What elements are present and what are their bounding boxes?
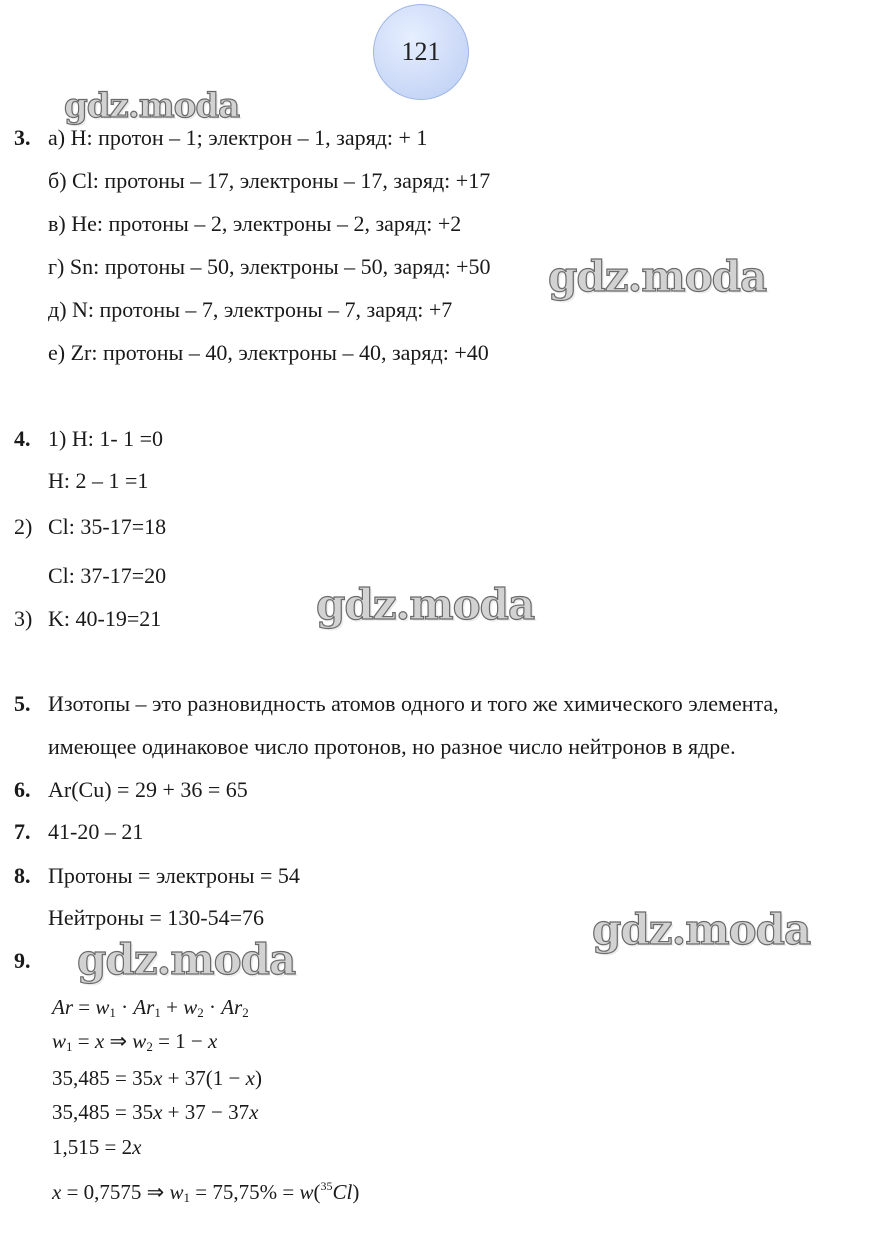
q3-line-c: в) He: протоны – 2, электроны – 2, заряд: +2	[48, 211, 462, 236]
question-number-9: 9.	[14, 948, 31, 973]
watermark: gdz.moda	[316, 580, 535, 629]
watermark: gdz.moda	[592, 905, 811, 954]
q3-line-e: д) N: протоны – 7, электроны – 7, заряд: +7	[48, 297, 453, 322]
q4-line-3: Cl: 35-17=18	[48, 514, 167, 539]
watermark: gdz.moda	[64, 86, 240, 126]
page-number-badge	[373, 4, 469, 100]
q9-formula-3: 35,485 = 35x + 37(1 − x)	[52, 1066, 262, 1090]
q9-formula-6: x = 0,7575 ⇒ $w_1 = 75,75\% = w(^{35}Cl)$	[52, 1179, 360, 1205]
q9-formula-1: $Ar = w_1 \cdot Ar_1 + w_2 \cdot Ar_2$	[52, 995, 249, 1020]
question-number-8: 8.	[14, 863, 31, 888]
question-number-7: 7.	[14, 819, 31, 844]
q4-subnumber-3: 3)	[14, 606, 33, 631]
q9-formula-2: $w_1 = x$ ⇒ $w_2 = 1 - x$	[52, 1029, 218, 1054]
q8-line-2: Нейтроны = 130-54=76	[48, 905, 265, 930]
q5-line-2: имеющее одинаковое число протонов, но разное число нейтронов в ядре.	[48, 734, 736, 759]
q9-formula-4: 35,485 = 35x + 37 − 37x	[52, 1100, 259, 1124]
q8-line-1: Протоны = электроны = 54	[48, 863, 300, 888]
q3-line-a: а) H: протон – 1; электрон – 1, заряд: + 1	[48, 125, 428, 150]
q7-text: 41-20 – 21	[48, 819, 144, 844]
q3-line-f: е) Zr: протоны – 40, электроны – 40, заряд: +40	[48, 340, 489, 365]
page-number: 121	[401, 37, 441, 66]
q9-formula-5: 1,515 = 2x	[52, 1135, 142, 1159]
watermark: gdz.moda	[548, 252, 767, 301]
q4-line-1: 1) H: 1- 1 =0	[48, 426, 164, 451]
question-number-3: 3.	[14, 125, 31, 150]
q4-subnumber-2: 2)	[14, 514, 33, 539]
watermark: gdz.moda	[77, 935, 296, 984]
q4-line-5: K: 40-19=21	[48, 606, 162, 631]
q3-line-b: б) Cl: протоны – 17, электроны – 17, заряд: +17	[48, 168, 491, 193]
q3-line-d: г) Sn: протоны – 50, электроны – 50, заряд: +50	[48, 254, 491, 279]
q4-line-4: Cl: 37-17=20	[48, 563, 167, 588]
q4-line-2: H: 2 – 1 =1	[48, 468, 149, 493]
question-number-4: 4.	[14, 426, 31, 451]
q6-text: Ar(Cu) = 29 + 36 = 65	[48, 777, 248, 802]
question-number-6: 6.	[14, 777, 31, 802]
q5-line-1: Изотопы – это разновидность атомов одного и того же химического элемента,	[48, 691, 779, 716]
question-number-5: 5.	[14, 691, 31, 716]
